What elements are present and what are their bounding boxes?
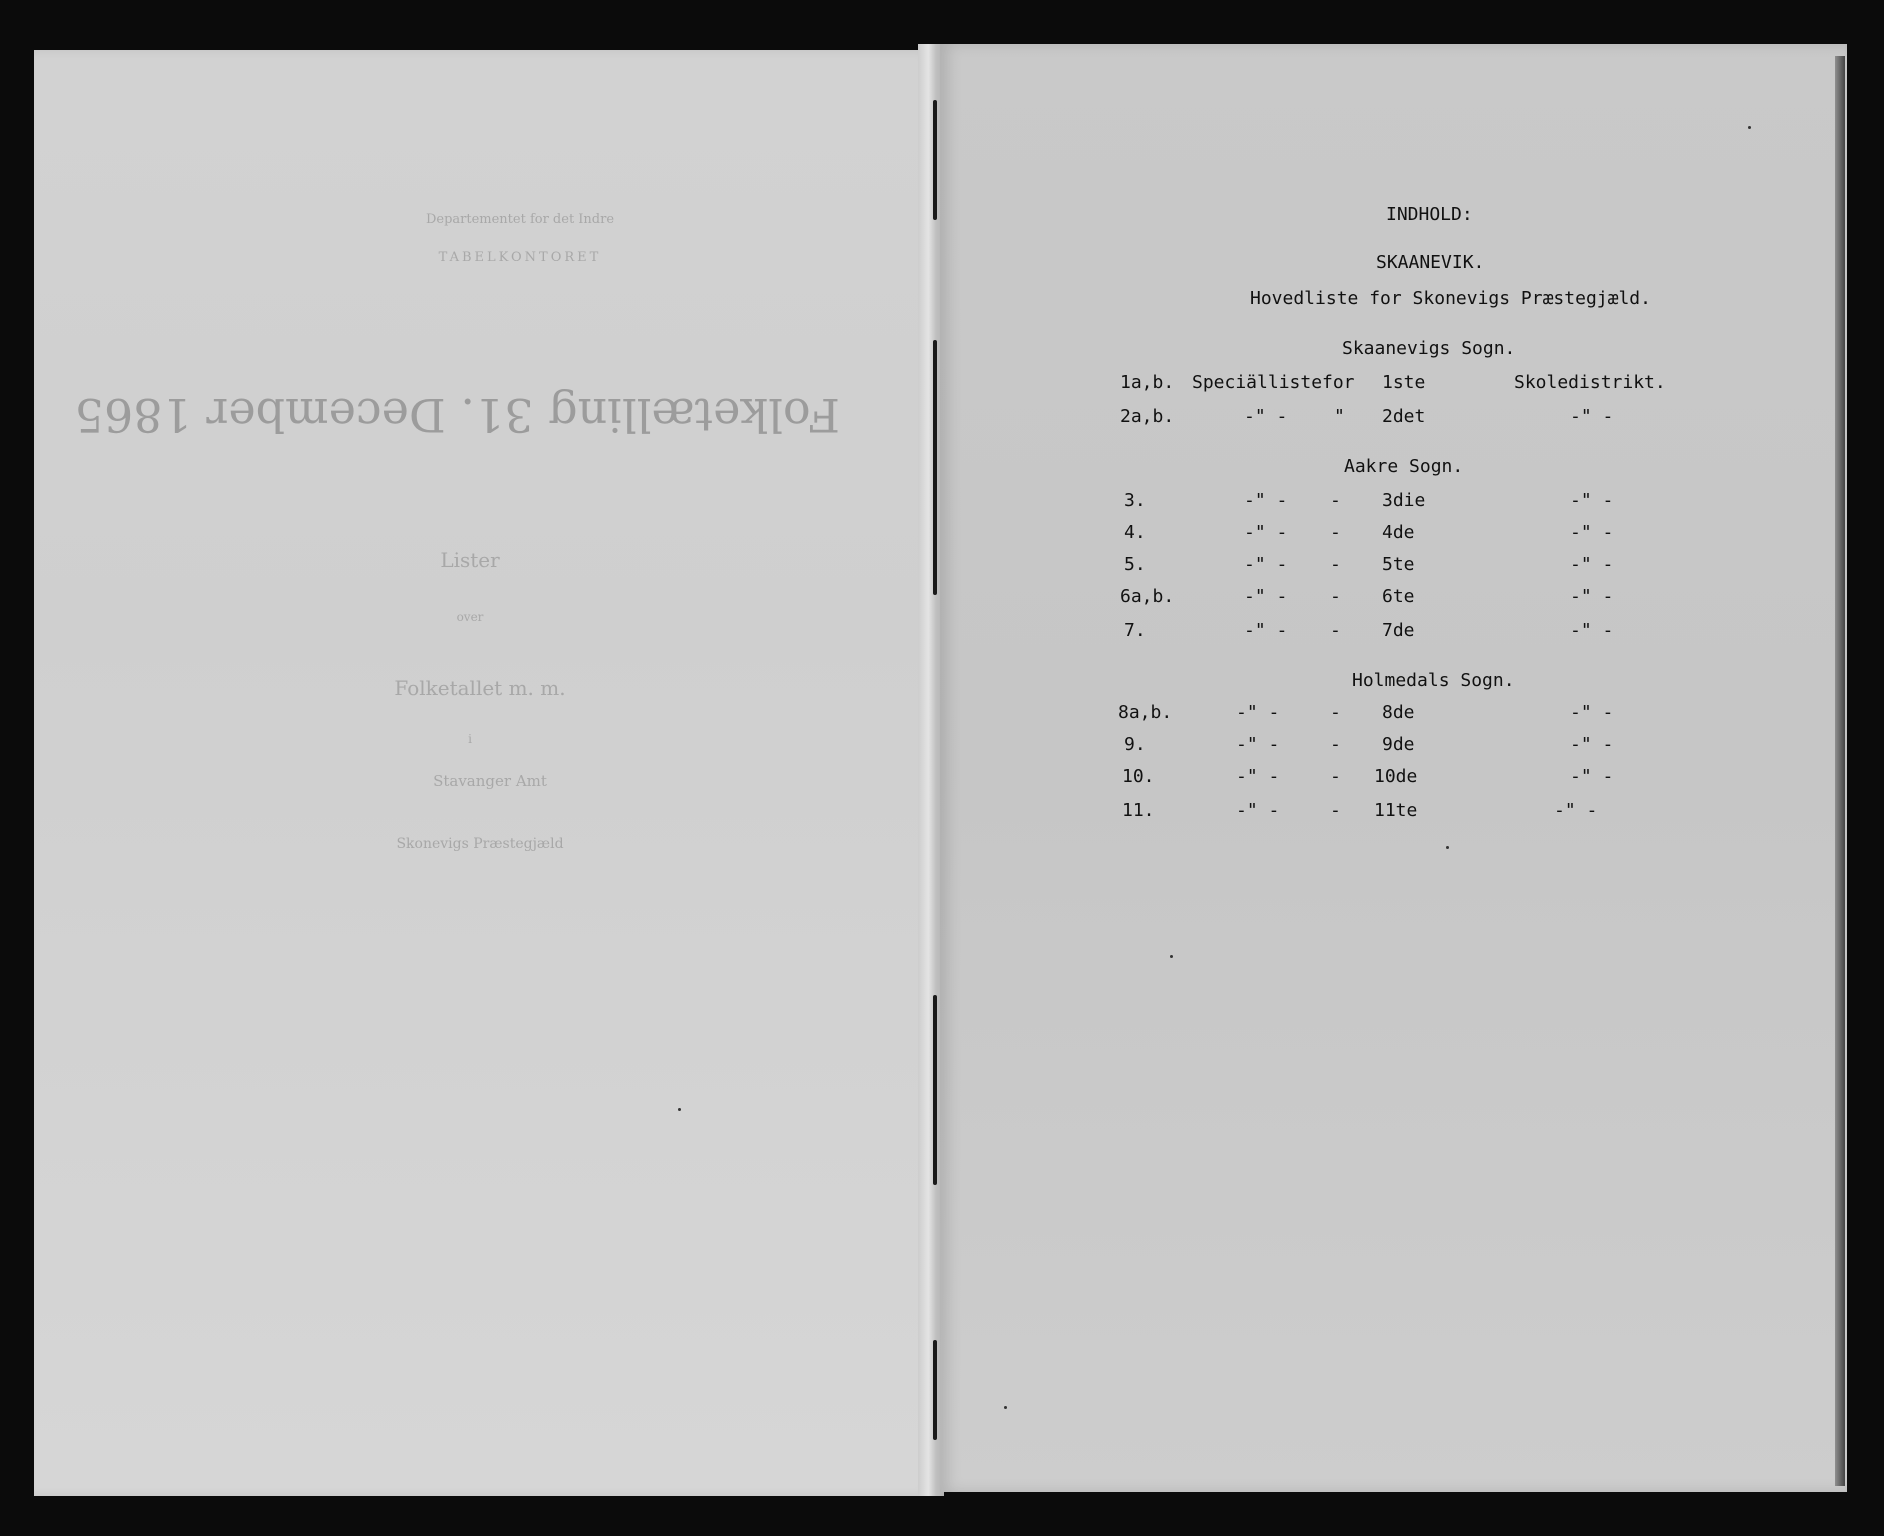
paper-speck: [1748, 126, 1751, 129]
row-ordinal: 4de: [1382, 522, 1415, 543]
row-description: -" -: [1244, 490, 1288, 511]
department-line: Departementet for det Indre: [425, 212, 615, 227]
row-connector: -: [1330, 554, 1341, 575]
row-connector: -: [1330, 522, 1341, 543]
row-connector: -: [1330, 800, 1341, 821]
paper-speck: [678, 1108, 681, 1111]
row-ordinal: 8de: [1382, 702, 1415, 723]
binding-stitch: [933, 100, 937, 220]
row-connector: -: [1330, 586, 1341, 607]
binding-stitch: [933, 1340, 937, 1440]
row-description: -" -: [1244, 586, 1288, 607]
office-line: TABELKONTORET: [438, 250, 602, 265]
row-district: Skoledistrikt.: [1514, 372, 1666, 393]
page-edge: [1835, 56, 1845, 1486]
paper-speck: [1170, 955, 1173, 958]
row-number: 7.: [1124, 620, 1146, 641]
row-connector: -: [1330, 702, 1341, 723]
row-district: -" -: [1570, 734, 1614, 755]
row-connector: -: [1330, 620, 1341, 641]
row-district: -" -: [1570, 554, 1614, 575]
parish-heading: Aakre Sogn.: [1344, 456, 1464, 477]
row-district: -" -: [1570, 406, 1614, 427]
main-list-line: Hovedliste for Skonevigs Præstegjæld.: [1250, 288, 1651, 309]
binding-stitch: [933, 340, 937, 595]
row-district: -" -: [1570, 620, 1614, 641]
row-description: -" -: [1236, 800, 1280, 821]
census-title: Folketælling 31. December 1865: [74, 388, 840, 442]
folketallet-label: Folketallet m. m.: [394, 676, 566, 700]
row-description: -" -: [1244, 522, 1288, 543]
row-district: -" -: [1570, 586, 1614, 607]
row-district: -" -: [1570, 522, 1614, 543]
row-number: 2a,b.: [1120, 406, 1175, 427]
parish-heading: Holmedals Sogn.: [1352, 670, 1515, 691]
row-district: -" -: [1570, 490, 1614, 511]
row-description: -" -: [1236, 766, 1280, 787]
row-ordinal: 9de: [1382, 734, 1415, 755]
row-number: 3.: [1124, 490, 1146, 511]
row-number: 10.: [1122, 766, 1155, 787]
row-ordinal: 6te: [1382, 586, 1415, 607]
row-district: -" -: [1570, 702, 1614, 723]
row-description: Speciälliste: [1192, 372, 1323, 393]
row-ordinal: 7de: [1382, 620, 1415, 641]
faint-line-1: i: [468, 732, 472, 746]
row-number: 9.: [1124, 734, 1146, 755]
row-ordinal: 5te: [1382, 554, 1415, 575]
row-ordinal: 2det: [1382, 406, 1426, 427]
row-ordinal: 10de: [1374, 766, 1418, 787]
lister-label: Lister: [440, 548, 500, 572]
row-district: -" -: [1570, 766, 1614, 787]
row-description: -" -: [1244, 406, 1288, 427]
row-connector: -: [1330, 734, 1341, 755]
row-connector: ": [1334, 406, 1345, 427]
paper-speck: [1446, 846, 1449, 849]
row-connector: -: [1330, 766, 1341, 787]
over-label: over: [456, 610, 484, 624]
row-connector: -: [1330, 490, 1341, 511]
row-district: -" -: [1554, 800, 1598, 821]
row-number: 4.: [1124, 522, 1146, 543]
row-number: 8a,b.: [1118, 702, 1173, 723]
row-description: -" -: [1244, 554, 1288, 575]
row-ordinal: 11te: [1374, 800, 1418, 821]
parish-heading: Skaanevigs Sogn.: [1342, 338, 1516, 359]
row-description: -" -: [1244, 620, 1288, 641]
contents-heading: INDHOLD:: [1386, 204, 1473, 225]
row-description: -" -: [1236, 702, 1280, 723]
row-number: 11.: [1122, 800, 1155, 821]
paper-speck: [1004, 1406, 1007, 1409]
row-number: 1a,b.: [1120, 372, 1175, 393]
row-number: 5.: [1124, 554, 1146, 575]
row-number: 6a,b.: [1120, 586, 1175, 607]
row-connector: for: [1322, 372, 1355, 393]
faint-line-2: Stavanger Amt: [433, 772, 547, 790]
row-ordinal: 1ste: [1382, 372, 1426, 393]
faint-line-3: Skonevigs Præstegjæld: [396, 836, 564, 852]
row-ordinal: 3die: [1382, 490, 1426, 511]
binding-stitch: [933, 995, 937, 1185]
district-name: SKAANEVIK.: [1376, 252, 1485, 273]
row-description: -" -: [1236, 734, 1280, 755]
